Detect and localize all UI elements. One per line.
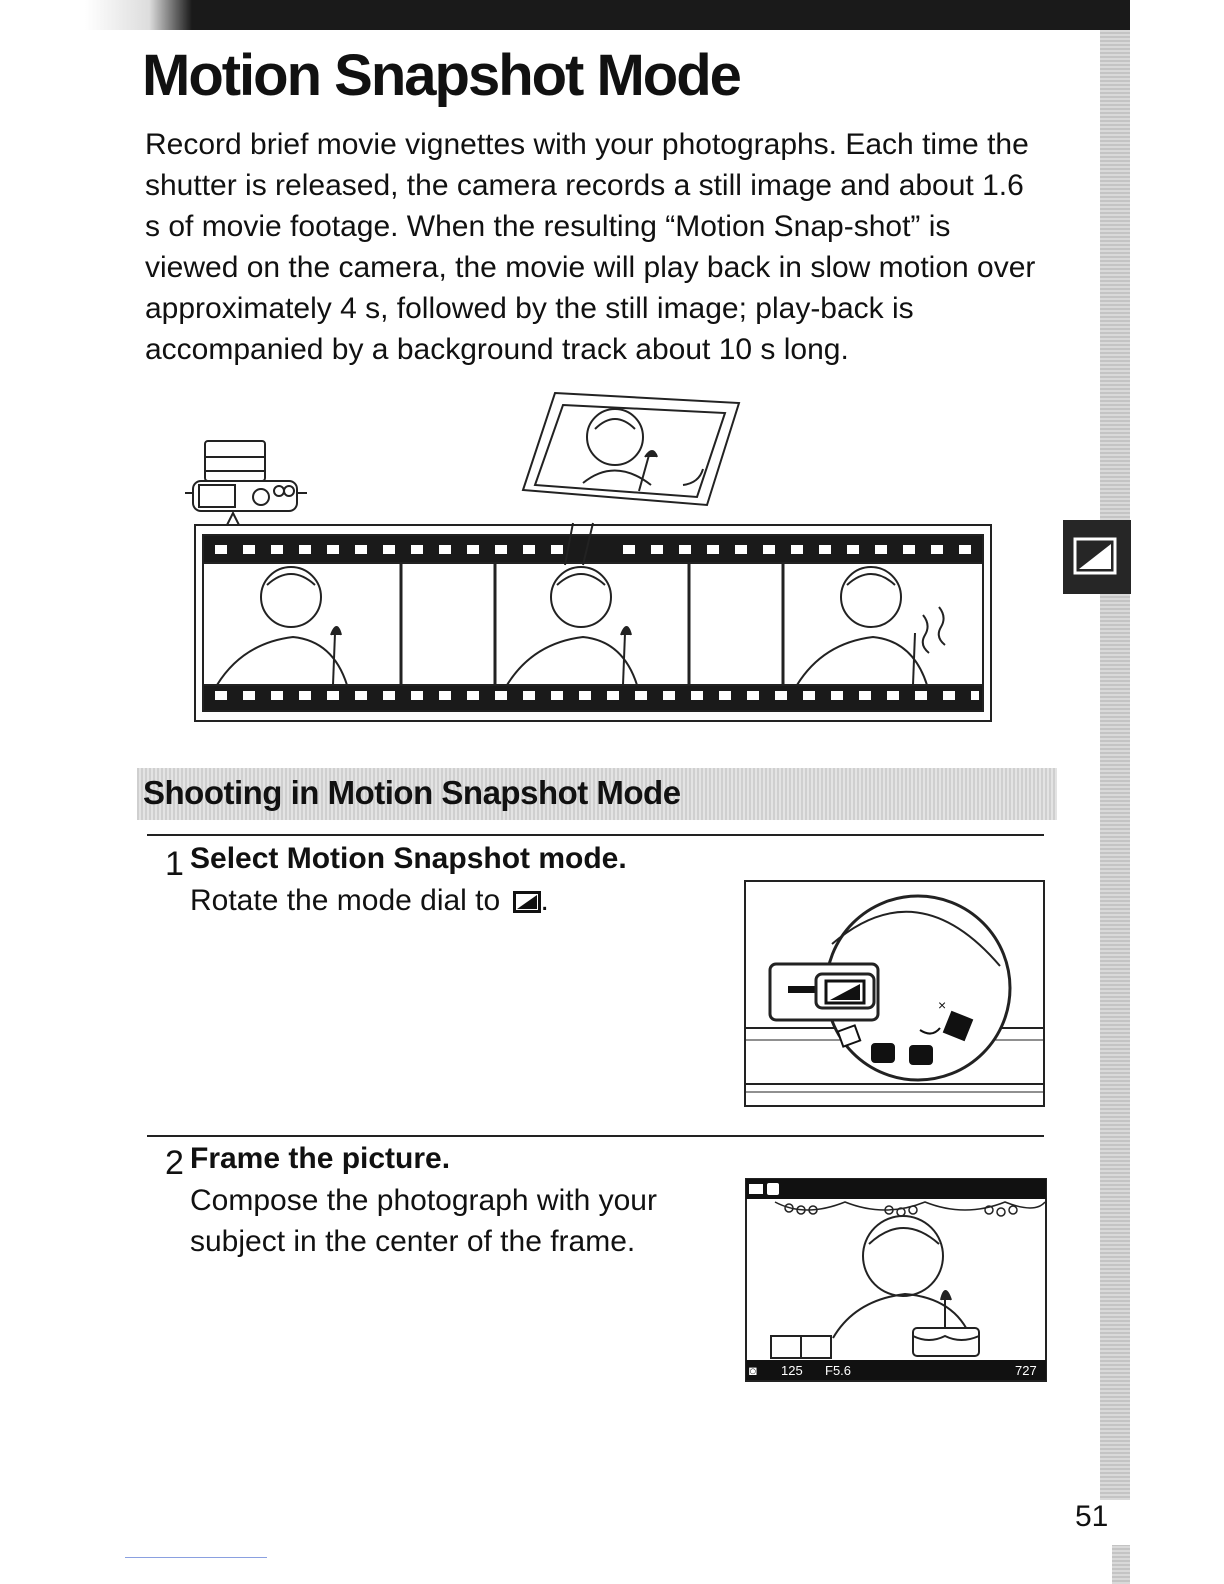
page-title: Motion Snapshot Mode xyxy=(142,43,740,108)
step-1-number: 1 xyxy=(165,845,184,883)
step-1-heading: Select Motion Snapshot mode. xyxy=(190,842,627,875)
page-number: 51 xyxy=(1075,1500,1109,1533)
step-2-number: 2 xyxy=(165,1144,184,1182)
motion-snapshot-illustration xyxy=(183,385,1003,730)
monitor-preview-figure xyxy=(745,1178,1047,1382)
gift-box-icon xyxy=(771,1336,831,1358)
lcd-shutter: 125 xyxy=(781,1363,803,1378)
step-1-text: Rotate the mode dial to xyxy=(190,884,501,917)
monitor-top-bar xyxy=(746,1179,1046,1199)
mode-dial-figure xyxy=(744,880,1046,1108)
svg-text:×: × xyxy=(938,997,947,1013)
section-rule xyxy=(147,834,1044,836)
svg-text:◙: ◙ xyxy=(749,1363,757,1378)
motion-snapshot-icon xyxy=(513,891,541,913)
header-bar xyxy=(192,0,1130,30)
side-thumb-stripe xyxy=(1100,30,1130,1500)
side-thumb-stripe-bottom xyxy=(1112,1545,1130,1584)
lcd-aperture: F5.6 xyxy=(825,1363,852,1378)
still-photo-icon xyxy=(523,393,739,505)
footer-link-line xyxy=(125,1557,267,1558)
lcd-frames: 727 xyxy=(1015,1363,1037,1378)
step-2-body: Compose the photograph with your subject in the center of the frame. xyxy=(190,1184,657,1258)
step-1-body xyxy=(190,880,710,921)
step-1-text-end: . xyxy=(540,884,549,917)
camera-icon xyxy=(185,441,307,525)
motion-snapshot-icon xyxy=(1073,536,1117,576)
step-2-heading: Frame the picture. xyxy=(190,1142,451,1175)
section-title: Shooting in Motion Snapshot Mode xyxy=(143,774,681,811)
intro-paragraph: Record brief movie vignettes with your photographs. Each time the shutter is released, the camera records a still image and about 1.6 s of movie footage. When the resulting “Motion Snap-shot” is viewed on the camera, the movie will play back in slow motion over approximately 4 s, followed by the still image; play-back is accompanied by a background track about 10 s long. xyxy=(145,128,1036,366)
step-divider xyxy=(147,1135,1044,1137)
chapter-tab xyxy=(1063,520,1131,594)
header-corner-shade xyxy=(85,0,192,30)
